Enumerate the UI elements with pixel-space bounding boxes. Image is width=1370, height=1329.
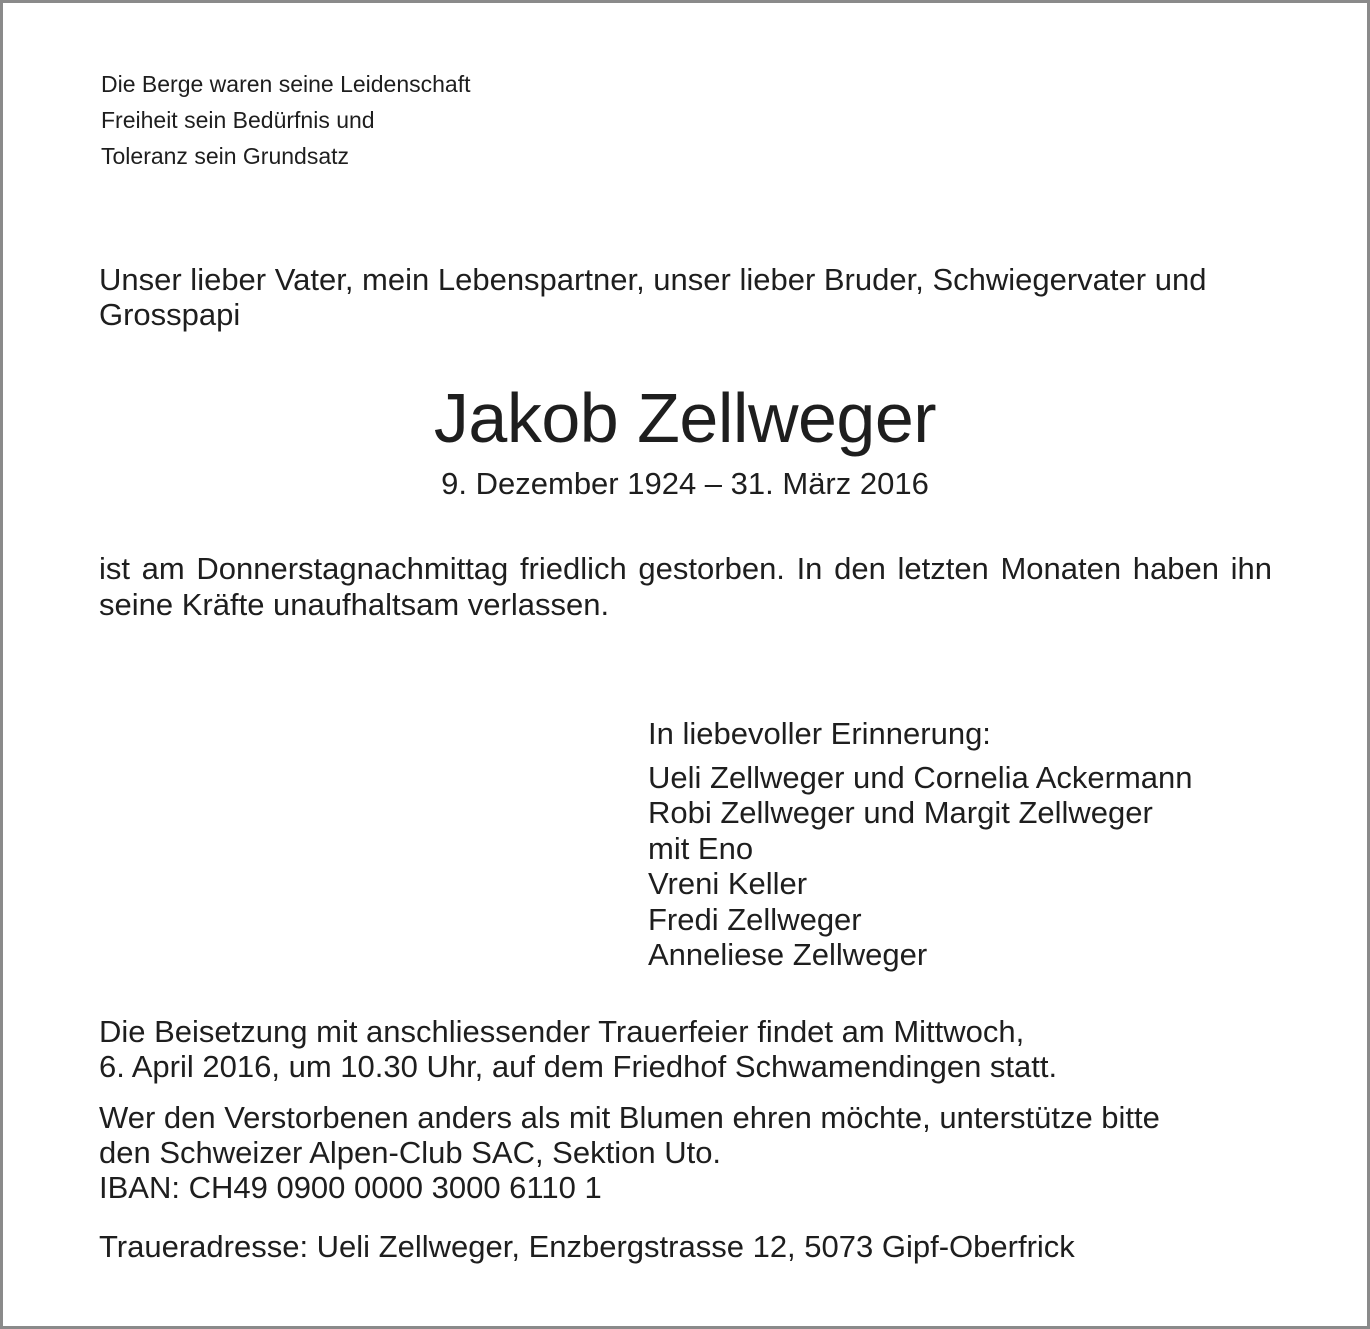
iban-line: IBAN: CH49 0900 0000 3000 6110 1 [99,1170,602,1205]
mourner-name: mit Eno [648,830,754,866]
donation-info [99,1100,1279,1205]
address-line: Traueradresse: Ueli Zellweger, Enzbergstrasse 12, 5073 Gipf-Oberfrick [99,1229,1075,1264]
death-message: ist am Donnerstagnachmittag friedlich gestorben. In den letzten Monaten haben ihn seine Kräfte unaufhaltsam verlassen. [99,551,1272,622]
mourning-address [99,1229,1279,1264]
mourner-name: Ueli Zellweger und Cornelia Ackermann [648,759,1193,795]
motto-line: Die Berge waren seine Leidenschaft [101,71,471,97]
mourners-heading: In liebevoller Erinnerung: [648,716,991,751]
donation-line: den Schweizer Alpen-Club SAC, Sektion Uto. [99,1135,722,1170]
intro-text: Unser lieber Vater, mein Lebenspartner, unser lieber Bruder, Schwiegervater und Grosspapi [99,262,1207,332]
donation-line: Wer den Verstorbenen anders als mit Blumen ehren möchte, unterstütze bitte [99,1100,1160,1135]
deceased-name: Jakob Zellweger [433,379,937,457]
mourner-name: Anneliese Zellweger [648,937,928,972]
mourner-name: Robi Zellweger und Margit Zellweger [648,795,1153,830]
mourner-name: Fredi Zellweger [648,901,862,937]
mourner-name: Vreni Keller [648,866,808,901]
funeral-line: Die Beisetzung mit anschliessender Trauerfeier findet am Mittwoch, [99,1014,1025,1049]
funeral-line: 6. April 2016, um 10.30 Uhr, auf dem Friedhof Schwamendingen statt. [99,1049,1058,1084]
motto [101,66,471,174]
motto-line: Toleranz sein Grundsatz [101,143,350,169]
life-dates: 9. Dezember 1924 – 31. März 2016 [441,466,929,501]
funeral-info [99,1014,1279,1084]
mourners-list [648,716,1192,973]
motto-line: Freiheit sein Bedürfnis und [101,107,375,133]
